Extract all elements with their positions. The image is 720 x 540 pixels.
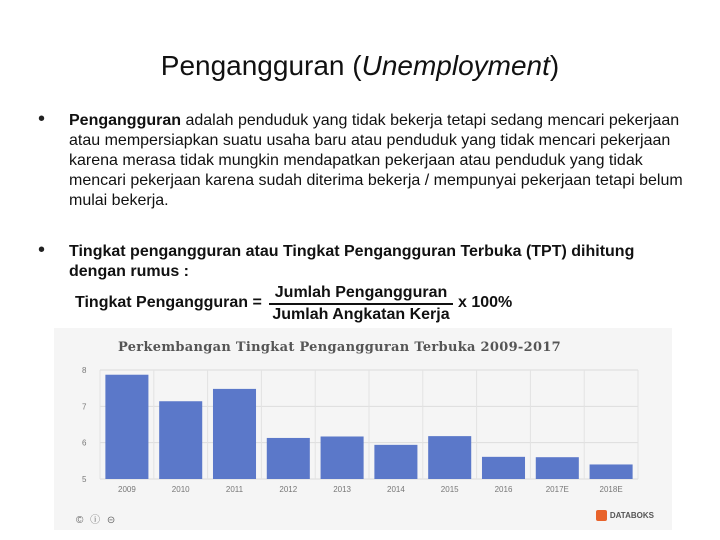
- bar: [590, 464, 633, 479]
- x-tick-label: 2011: [225, 485, 244, 494]
- y-tick-label: 8: [82, 366, 87, 375]
- x-tick-label: 2013: [333, 485, 351, 494]
- formula-lhs: Tingkat Pengangguran =: [75, 294, 262, 311]
- x-tick-label: 2017E: [545, 485, 569, 494]
- y-tick-label: 6: [82, 438, 87, 448]
- formula: [75, 283, 545, 325]
- formula-multiplier: x 100%: [458, 294, 513, 311]
- formula-fraction: [267, 283, 455, 325]
- formula-denominator: Jumlah Angkatan Kerja: [272, 306, 450, 323]
- chart-image: [54, 328, 672, 530]
- x-tick-label: 2018E: [599, 485, 623, 494]
- bar: [428, 436, 471, 479]
- brand-label: DATABOKS: [609, 511, 654, 520]
- formula-numerator: Jumlah Pengangguran: [274, 284, 448, 301]
- x-tick-label: 2014: [387, 485, 405, 494]
- license-icons: © ⓘ ⊝: [76, 515, 118, 526]
- bullet-marker: •: [38, 108, 46, 130]
- slide-title-italic: Unemployment: [361, 50, 550, 81]
- definition-text: adalah penduduk yang tidak bekerja tetapi sedang mencari pekerjaan atau mempersiapkan suatu usaha baru atau penduduk yang tidak mencari pekerjaan karena merasa tidak mungkin mendapatkan pekerjaan atau penduduk yang tidak mencari pekerjaan karena sudah diterima bekerja / mempunyai pekerjaan tetapi belum mulai bekerja.: [69, 112, 683, 209]
- bar: [536, 457, 579, 479]
- brand-logo: [596, 510, 654, 521]
- databoks-icon: [596, 510, 607, 521]
- slide-title: Pengangguran (Unemployment): [160, 50, 560, 81]
- y-tick-label: 7: [82, 402, 87, 412]
- definition-paragraph: [69, 111, 685, 211]
- bar: [267, 438, 310, 479]
- y-tick-label: 5: [82, 475, 87, 484]
- chart-title: Perkembangan Tingkat Pengangguran Terbuka 2009-2017: [118, 340, 562, 355]
- x-tick-label: 2009: [118, 485, 136, 494]
- bar: [159, 401, 202, 479]
- bar-chart: [54, 328, 672, 530]
- x-tick-label: 2010: [171, 485, 190, 494]
- definition-term: Pengangguran: [69, 112, 182, 129]
- bar: [482, 457, 525, 479]
- bullet-marker: •: [38, 239, 46, 261]
- bar: [213, 389, 256, 479]
- x-tick-label: 2012: [279, 485, 298, 494]
- bar: [374, 445, 417, 479]
- bar: [321, 436, 364, 479]
- x-tick-label: 2016: [494, 485, 513, 494]
- formula-intro: Tingkat pengangguran atau Tingkat Pengangguran Terbuka (TPT) dihitung dengan rumus :: [69, 243, 635, 280]
- x-tick-label: 2015: [440, 485, 459, 494]
- bar: [105, 375, 148, 479]
